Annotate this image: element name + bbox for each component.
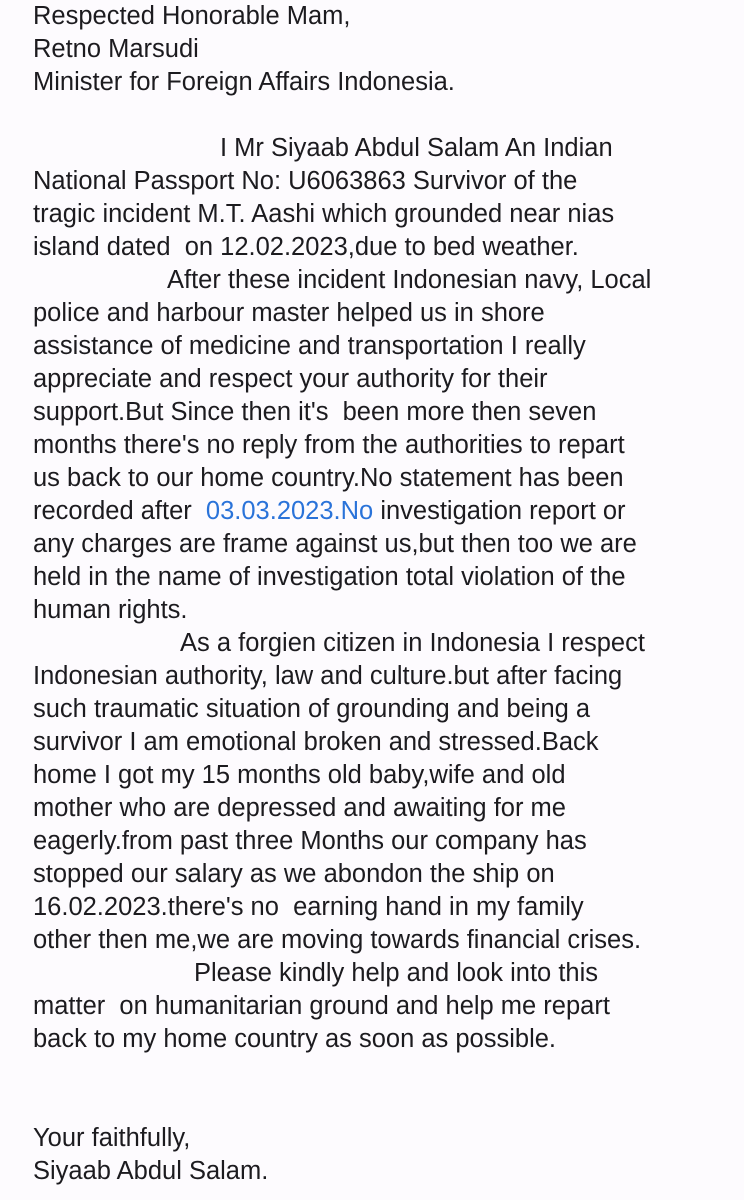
para1-line: tragic incident M.T. Aashi which grounded near nias (33, 200, 615, 228)
para4-line: matter on humanitarian ground and help me repart (33, 992, 610, 1020)
para3-line: eagerly.from past three Months our company has (33, 827, 587, 855)
para2-line: us back to our home country.No statement has been (33, 464, 624, 492)
para2-line: appreciate and respect your authority for their (33, 365, 548, 393)
spacer (33, 1056, 733, 1122)
para2-link-line (33, 495, 733, 528)
para3-line: such traumatic situation of grounding and being a (33, 695, 591, 723)
recipient-title: Minister for Foreign Affairs Indonesia. (33, 68, 455, 96)
para3-line: mother who are depressed and awaiting for me (33, 794, 566, 822)
letter-document (33, 0, 733, 1188)
para1-line: island dated on 12.02.2023,due to bed weather. (33, 233, 579, 261)
para3-line: stopped our salary as we abondon the ship on (33, 860, 555, 888)
date-link[interactable]: 03.03.2023.No (205, 497, 374, 525)
para3-line: survivor I am emotional broken and stressed.Back (33, 728, 599, 756)
para3-line: Indonesian authority, law and culture.but after facing (33, 662, 623, 690)
para3-line: other then me,we are moving towards financial crises. (33, 926, 642, 954)
para2-line: any charges are frame against us,but then too we are (33, 530, 637, 558)
link-line-before: recorded after (33, 497, 206, 525)
para3-line: 16.02.2023.there's no earning hand in my family (33, 893, 584, 921)
signature-name: Siyaab Abdul Salam. (33, 1157, 269, 1185)
link-line-after: investigation report or (373, 497, 626, 525)
para1-line: National Passport No: U6063863 Survivor of the (33, 167, 578, 195)
closing-line: Your faithfully, (33, 1124, 191, 1152)
para2-line: human rights. (33, 596, 188, 624)
para2-line: After these incident Indonesian navy, Local (167, 266, 652, 294)
salutation-line: Respected Honorable Mam, (33, 2, 351, 30)
para2-line: assistance of medicine and transportation I really (33, 332, 586, 360)
recipient-name: Retno Marsudi (33, 35, 199, 63)
spacer (33, 99, 733, 132)
para3-line: home I got my 15 months old baby,wife and old (33, 761, 566, 789)
para2-line: police and harbour master helped us in shore (33, 299, 545, 327)
para3-line: As a forgien citizen in Indonesia I respect (180, 629, 645, 657)
para4-line: Please kindly help and look into this (194, 959, 599, 987)
para2-line: months there's no reply from the authorities to repart (33, 431, 625, 459)
para2-line: held in the name of investigation total violation of the (33, 563, 626, 591)
para1-line: I Mr Siyaab Abdul Salam An Indian (220, 134, 613, 162)
para4-line: back to my home country as soon as possible. (33, 1025, 557, 1053)
para2-line: support.But Since then it's been more then seven (33, 398, 597, 426)
